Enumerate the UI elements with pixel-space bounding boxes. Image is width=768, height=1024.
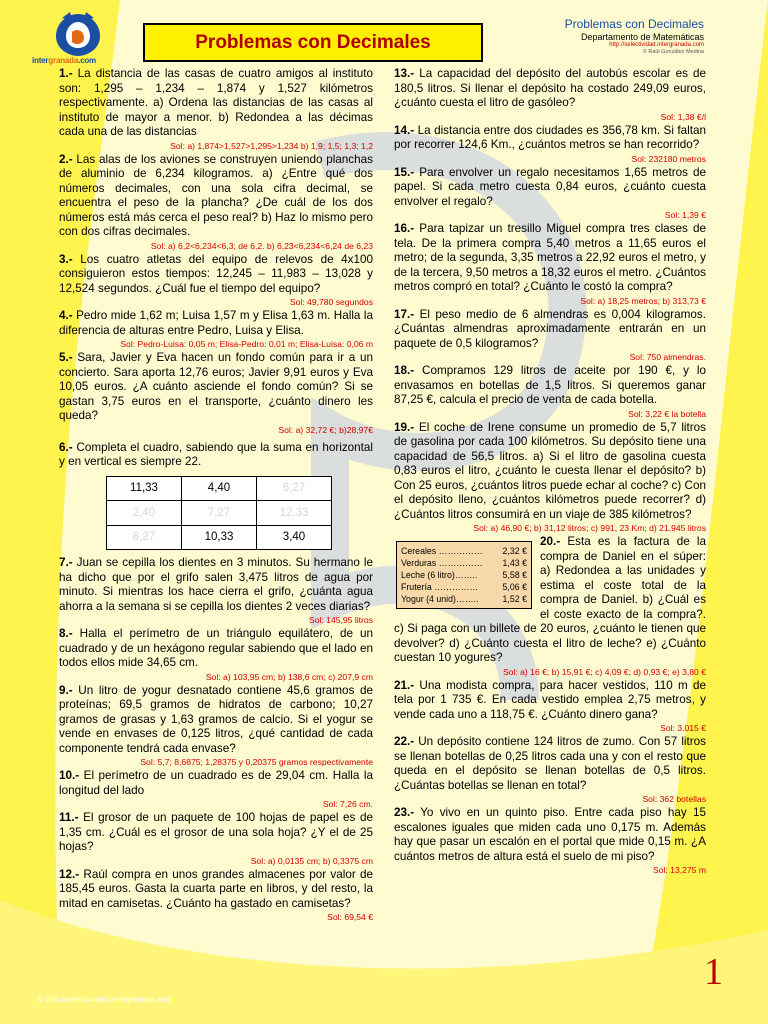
problem-4: 4.- Pedro mide 1,62 m; Luisa 1,57 m y Elisa 1,63 m. Halla la diferencia de alturas entre Pedro, Luisa y Elisa. [59,309,373,337]
solution-19: Sol: a) 46,90 €; b) 31,12 litros; c) 991, 23 Km; d) 21,945 litros [473,523,706,533]
list-item: Leche (6 litro)…….. 5,58 € [401,570,527,580]
table-cell: 8,27 [107,525,182,550]
list-item: Frutería …………… 5,06 € [401,582,527,592]
title-box [143,23,483,62]
header-url[interactable]: http://selectividad.intergranada.com [609,42,704,49]
problem-3: 3.- Los cuatro atletas del equipo de relevos de 4x100 consiguieron estos tiempos: 12,245 – 11,983 – 13,028 y 12,524 segundos. ¿Cuál fue el tiempo del equipo? [59,252,374,295]
list-item: Verduras …………… 1,43 € [401,558,527,568]
solution-12: Sol: 69,54 € [327,912,373,922]
solution-16: Sol: a) 18,25 metros; b) 313,73 € [580,295,706,306]
table-cell: 11,33 [107,476,182,501]
left-column [59,67,373,924]
logo-site: intergranada.com [32,56,96,65]
table-cell: 7,27 [182,501,257,526]
problem-11: 11.- El grosor de un paquete de 100 hojas de papel es de 1,35 cm. ¿Cuál es el grosor de una sola hoja? ¿Y el de 25 hojas? [59,811,374,853]
solution-17: Sol: 750 almendras. [629,352,706,362]
magic-square-table [106,476,332,551]
solution-15: Sol: 1,39 € [664,210,706,220]
solution-20: Sol: a) 16 €; b) 15,91 €; c) 4,09 €; d) 0,93 €; e) 3,80 € [502,666,706,677]
receipt-price-list [396,541,532,609]
problem-5: 5.- Sara, Javier y Eva hacen un fondo común para ir a un concierto. Sara aporta 12,76 euros; Javier 9,91 euros y Eva 10,05 euros. ¿A cuánto asciende el fondo común? Si se gastan 3,75 euros en el transporte, ¿cuánto dinero les queda? [59,351,373,422]
page-number: 1 [704,951,723,993]
solution-5: Sol: a) 32,72 €; b)28,97€ [278,424,373,435]
problem-7: 7.- Juan se cepilla los dientes en 3 minutos. Su hermano le ha dicho que por el grifo salen 3,475 litros de agua por minuto. Si mientras los hace cierra el grifo, ¿cuánta agua ahorra a la semana si se cepilla los dientes 2 veces diarias? [59,556,373,613]
problem-23: 23.- Yo vivo en un quinto piso. Entre cada piso hay 15 escalones iguales que miden cada uno 0,175 m. Además hay que pasar un escalón en el portal que mide 0,15 m. ¿A cuántos metros de altura está el suelo de mi piso? [394,806,706,863]
solution-7: Sol: 145,95 litros [308,615,373,625]
header-subject: Problemas con Decimales [564,17,704,31]
solution-10: Sol: 7,26 cm. [322,799,373,809]
solution-18: Sol: 3,22 € la botella [628,408,706,419]
table-cell: 10,33 [182,525,257,550]
problem-17: 17.- El peso medio de 6 almendras es 0,004 kilogramos. ¿Cuántas almendras aproximadamente entrarán en un paquete de 0,5 kilogramos? [394,307,706,350]
table-cell: 3,40 [257,525,332,550]
solution-9: Sol: 5,7; 8,6875; 1,28375 y 0,20375 gramos respectivamente [140,757,373,767]
problem-12: 12.- Raúl compra en unos grandes almacenes por valor de 185,45 euros. Gasta la cuarta parte en libros, y del resto, la mitad en camisetas. ¿Cuánto ha gastado en camisetas? [59,867,373,910]
problem-15: 15.- Para envolver un regalo necesitamos 1,65 metros de papel. Si cada metro cuesta 0,84 euros, ¿cuánto cuesta envolver el regalo? [394,165,706,208]
page-title: Problemas con Decimales [195,31,431,53]
table-cell: 6,27 [257,476,332,501]
solution-13: Sol: 1,38 €/l [660,111,706,122]
problem-14: 14.- La distancia entre dos ciudades es 356,78 km. Si faltan por recorrer 124,6 Km., ¿cuántos metros se han recorrido? [394,123,707,151]
problem-21: 21.- Una modista compra, para hacer vestidos, 110 m de tela por 1 735 €. En cada vestido emplea 2,75 metros, y vende cada uno a 118,75 €. ¿Cuánto dinero gana? [394,678,706,721]
list-item: Yogur (4 unid)…….. 1,52 € [401,594,527,604]
problem-6: 6.- Completa el cuadro, sabiendo que la suma en horizontal y en vertical es siempre 22. [59,440,374,468]
table-row [107,501,332,526]
solution-2: Sol: a) 6,2<6,234<6,3; de 6,2. b) 6,23<6,234<6,24 de 6,23 [150,240,373,251]
solution-22: Sol: 362 botellas [642,794,706,804]
right-column [394,67,706,877]
problem-19: 19.- El coche de Irene consume un promedio de 5,7 litros de gasolina por cada 100 kilómetros. Su depósito tiene una capacidad de 56,5 litros. a) Si el litro de gasolina cuesta 0,83 euros el litro, ¿cuánto le cuesta llenar el depósito? b) Con 25 euros, ¿cuántos litros puede echar al coche? c) Con el depósito lleno, ¿cuántos kilómetros puede recorrer? d) ¿Cuántos litros consumirá en un viaje de 385 kilómetros? [394,420,707,521]
solution-14: Sol: 232180 metros [631,153,706,164]
solution-3: Sol: 49,780 segundos [289,297,373,307]
table-cell: 2,40 [107,501,182,526]
table-cell: 4,40 [182,476,257,501]
footer-url[interactable]: © http://selectividad.intergranada.com [38,995,173,1004]
table-cell: 12,33 [257,501,332,526]
problem-8: 8.- Halla el perímetro de un triángulo equilátero, de un cuadrado y de un hexágono regular sabiendo que el lado en todos ellos mide 34,65 cm. [59,627,374,669]
solution-11: Sol: a) 0,0135 cm; b) 0,3375 cm [250,855,373,866]
header-department: Departamento de Matemáticas [580,31,704,42]
problem-9: 9.- Un litro de yogur desnatado contiene 45,6 gramos de proteínas; 69,5 gramos de hidratos de carbono; 10,27 gramos de grasas y 1,63 gramos de calcio. Si el yogur se vende en envases de 0,125 litros, ¿qué cantidad de cada componente tendrá cada envase? [59,683,374,755]
problem-22: 22.- Un depósito contiene 124 litros de zumo. Con 57 litros se llenan botellas de 0,25 litros cada una y con el resto que queda en el depósito se llenan botellas de 0,5 litros. ¿Cuántas botellas se llenan en total? [394,735,706,792]
problem-2: 2.- Las alas de los aviones se construyen uniendo planchas de aluminio de 6,234 kilogramos. a) ¿Entre qué dos números decimales, con una sola cifra decimal, se encuentra el peso de la plancha? ¿De cuál de los dos números está más cerca el peso real? b) Haz lo mismo pero con dos cifras decimales. [59,152,373,238]
list-item: Cereales …………… 2,32 € [401,546,527,556]
header-info [565,18,704,55]
solution-21: Sol: 3.015 € [660,723,706,733]
problem-1: 1.- La distancia de las casas de cuatro amigos al instituto son: 1,295 – 1,234 – 1,874 y 1,527 kilómetros respectivamente. a) Ordena las distancias de las casas al instituto de mayor a menor. b) Redondea a las décimas cada una de las distancias [59,67,374,138]
solution-8: Sol: a) 103,95 cm; b) 138,6 cm; c) 207,9 cm [205,671,373,682]
problem-10: 10.- El perímetro de un cuadrado es de 29,04 cm. Halla la longitud del lado [59,769,374,797]
problem-18: 18.- Compramos 129 litros de aceite por 190 €, y lo envasamos en botellas de 1,5 litros. Si queremos ganar 87,25 €, calcula el precio de venta de cada botella. [394,364,707,406]
header-author: © Raúl González Medina [642,49,704,56]
problem-16: 16.- Para tapizar un tresillo Miguel compra tres clases de tela. De la primera compra 5,40 metros a 11,65 euros el metro; de la segunda, 3,35 metros a 22,92 euros el metro, y de la tercera, 9,50 metros a 18,32 euros el metro. ¿Cuántos metros compró en total? ¿Cuánto le costó la compra? [394,222,707,293]
solution-1: Sol: a) 1,874>1,527>1,295>1,234 b) 1,9; 1,5; 1,3; 1,2 [170,140,373,151]
solution-4: Sol: Pedro-Luisa: 0,05 m; Elisa-Pedro: 0,01 m; Elisa-Luisa: 0,06 m [120,339,373,349]
table-row [107,525,332,550]
problem-13: 13.- La capacidad del depósito del autobús escolar es de 180,5 litros. Si llenar el depósito ha costado 249,09 euros, ¿cuánto cuesta el litro de gasóleo? [394,67,707,109]
problem-20: 20.- Esta es la factura de la compra de Daniel en el súper: a) Redondea a las unidades y estima el coste total de la compra de Daniel. b) ¿Cuál es el coste exacto de la compra?. c) Si paga con un billete de 20 euros, ¿cuánto le tienen que devolver? d) ¿Cuánto cuesta el litro de leche? e) ¿Cuánto cuestan 10 yogures? [394,535,706,664]
solution-23: Sol: 13,275 m [652,865,706,875]
table-row [107,476,332,501]
